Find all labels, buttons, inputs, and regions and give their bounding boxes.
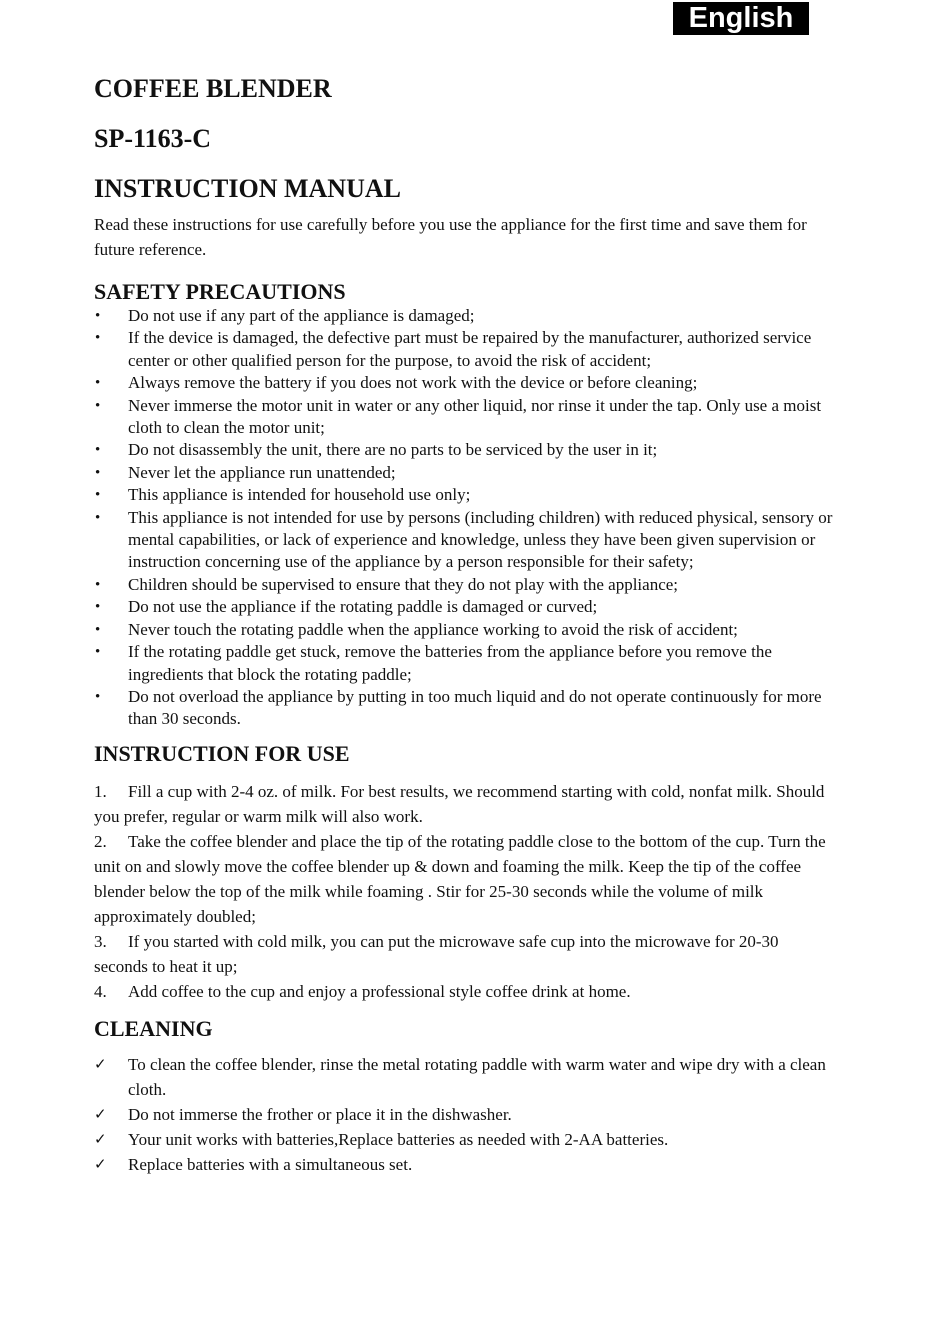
list-item-text: Replace batteries with a simultaneous set. <box>128 1154 413 1174</box>
safety-section-title: SAFETY PRECAUTIONS <box>94 279 346 304</box>
list-item <box>94 305 834 327</box>
cleaning-section-title: CLEANING <box>94 1015 213 1041</box>
instruction-step <box>94 779 834 829</box>
list-item <box>94 507 834 574</box>
document-body <box>94 72 834 1177</box>
list-item-text: Do not disassembly the unit, there are no parts to be serviced by the user in it; <box>128 440 658 460</box>
safety-list <box>94 305 834 731</box>
bullet-icon: • <box>95 621 101 638</box>
list-item-text: If the rotating paddle get stuck, remove the batteries from the appliance before you remove the ingredients that block the rotating paddle; <box>128 642 772 684</box>
bullet-icon: • <box>95 487 101 504</box>
list-item-text: This appliance is intended for household use only; <box>128 485 471 505</box>
list-item-text: Always remove the battery if you does not work with the device or before cleaning; <box>128 373 698 393</box>
list-item-text: To clean the coffee blender, rinse the metal rotating paddle with warm water and wipe dry with a clean cloth. <box>128 1054 826 1099</box>
model-number: SP-1163-C <box>94 124 211 153</box>
bullet-icon: • <box>95 644 101 661</box>
step-number: 2. <box>94 831 107 851</box>
bullet-icon: • <box>95 442 101 459</box>
step-number: 3. <box>94 931 107 951</box>
list-item <box>94 395 834 440</box>
step-text: If you started with cold milk, you can put the microwave safe cup into the microwave for 20-30 seconds to heat it up; <box>94 931 779 976</box>
list-item-text: Never touch the rotating paddle when the appliance working to avoid the risk of accident; <box>128 619 738 639</box>
document-title: COFFEE BLENDER <box>94 74 332 103</box>
list-item <box>94 1152 834 1177</box>
list-item-text: Never let the appliance run unattended; <box>128 462 396 482</box>
list-item <box>94 439 834 461</box>
list-item <box>94 1127 834 1152</box>
instruction-steps <box>94 779 834 1004</box>
instructions-section-title: INSTRUCTION FOR USE <box>94 740 350 766</box>
list-item-text: Do not use the appliance if the rotating paddle is damaged or curved; <box>128 597 598 617</box>
step-number: 4. <box>94 981 107 1001</box>
cleaning-list <box>94 1052 834 1177</box>
bullet-icon: • <box>95 576 101 593</box>
bullet-icon: • <box>95 509 101 526</box>
checkmark-icon: ✓ <box>94 1104 107 1123</box>
step-text: Fill a cup with 2-4 oz. of milk. For best results, we recommend starting with cold, nonfat milk. Should you prefer, regular or warm milk will also work. <box>94 781 825 826</box>
list-item-text: Do not overload the appliance by putting in too much liquid and do not operate continuously for more than 30 seconds. <box>128 686 822 729</box>
list-item <box>94 641 834 686</box>
step-text: Add coffee to the cup and enjoy a professional style coffee drink at home. <box>128 981 631 1001</box>
checkmark-icon: ✓ <box>94 1154 107 1173</box>
list-item <box>94 596 834 618</box>
list-item <box>94 686 834 731</box>
bullet-icon: • <box>95 599 101 616</box>
step-text: Take the coffee blender and place the tip of the rotating paddle close to the bottom of the cup. Turn the unit on and slowly move the coffee blender up & down and foaming the milk. Keep the tip of the coffee blender below the top of the milk while foaming . Stir for 25-30 seconds while the volume of milk approximately doubled; <box>94 831 826 926</box>
list-item <box>94 484 834 506</box>
checkmark-icon: ✓ <box>94 1129 107 1148</box>
intro-paragraph: Read these instructions for use carefully before you use the appliance for the first time and save them for future reference. <box>94 215 807 259</box>
instruction-step <box>94 829 834 929</box>
bullet-icon: • <box>95 397 101 414</box>
list-item-text: This appliance is not intended for use by persons (including children) with reduced physical, sensory or mental capabilities, or lack of experience and knowledge, unless they have been given supervision or instruction concerning use of the appliance by a person responsible for their safety; <box>128 507 833 572</box>
list-item <box>94 1102 834 1127</box>
bullet-icon: • <box>95 464 101 481</box>
list-item-text: If the device is damaged, the defective part must be repaired by the manufacturer, authorized service center or other qualified person for the purpose, to avoid the risk of accident; <box>128 328 812 370</box>
list-item <box>94 574 834 596</box>
instruction-step <box>94 979 834 1004</box>
instruction-step <box>94 929 834 979</box>
bullet-icon: • <box>95 308 101 324</box>
list-item <box>94 1052 834 1102</box>
list-item <box>94 462 834 484</box>
list-item-text: Children should be supervised to ensure that they do not play with the appliance; <box>128 574 679 594</box>
list-item-text: Do not use if any part of the appliance is damaged; <box>128 306 475 325</box>
bullet-icon: • <box>95 688 101 705</box>
list-item <box>94 619 834 641</box>
step-number: 1. <box>94 781 107 801</box>
list-item-text: Your unit works with batteries,Replace batteries as needed with 2-AA batteries. <box>128 1129 669 1149</box>
list-item-text: Never immerse the motor unit in water or any other liquid, nor rinse it under the tap. Only use a moist cloth to clean the motor unit; <box>128 395 822 438</box>
list-item-text: Do not immerse the frother or place it in the dishwasher. <box>128 1104 512 1124</box>
bullet-icon: • <box>95 330 101 347</box>
language-badge: English <box>673 2 809 35</box>
list-item <box>94 327 834 372</box>
checkmark-icon: ✓ <box>94 1054 107 1073</box>
bullet-icon: • <box>95 375 101 392</box>
manual-title: INSTRUCTION MANUAL <box>94 174 401 203</box>
list-item <box>94 372 834 394</box>
